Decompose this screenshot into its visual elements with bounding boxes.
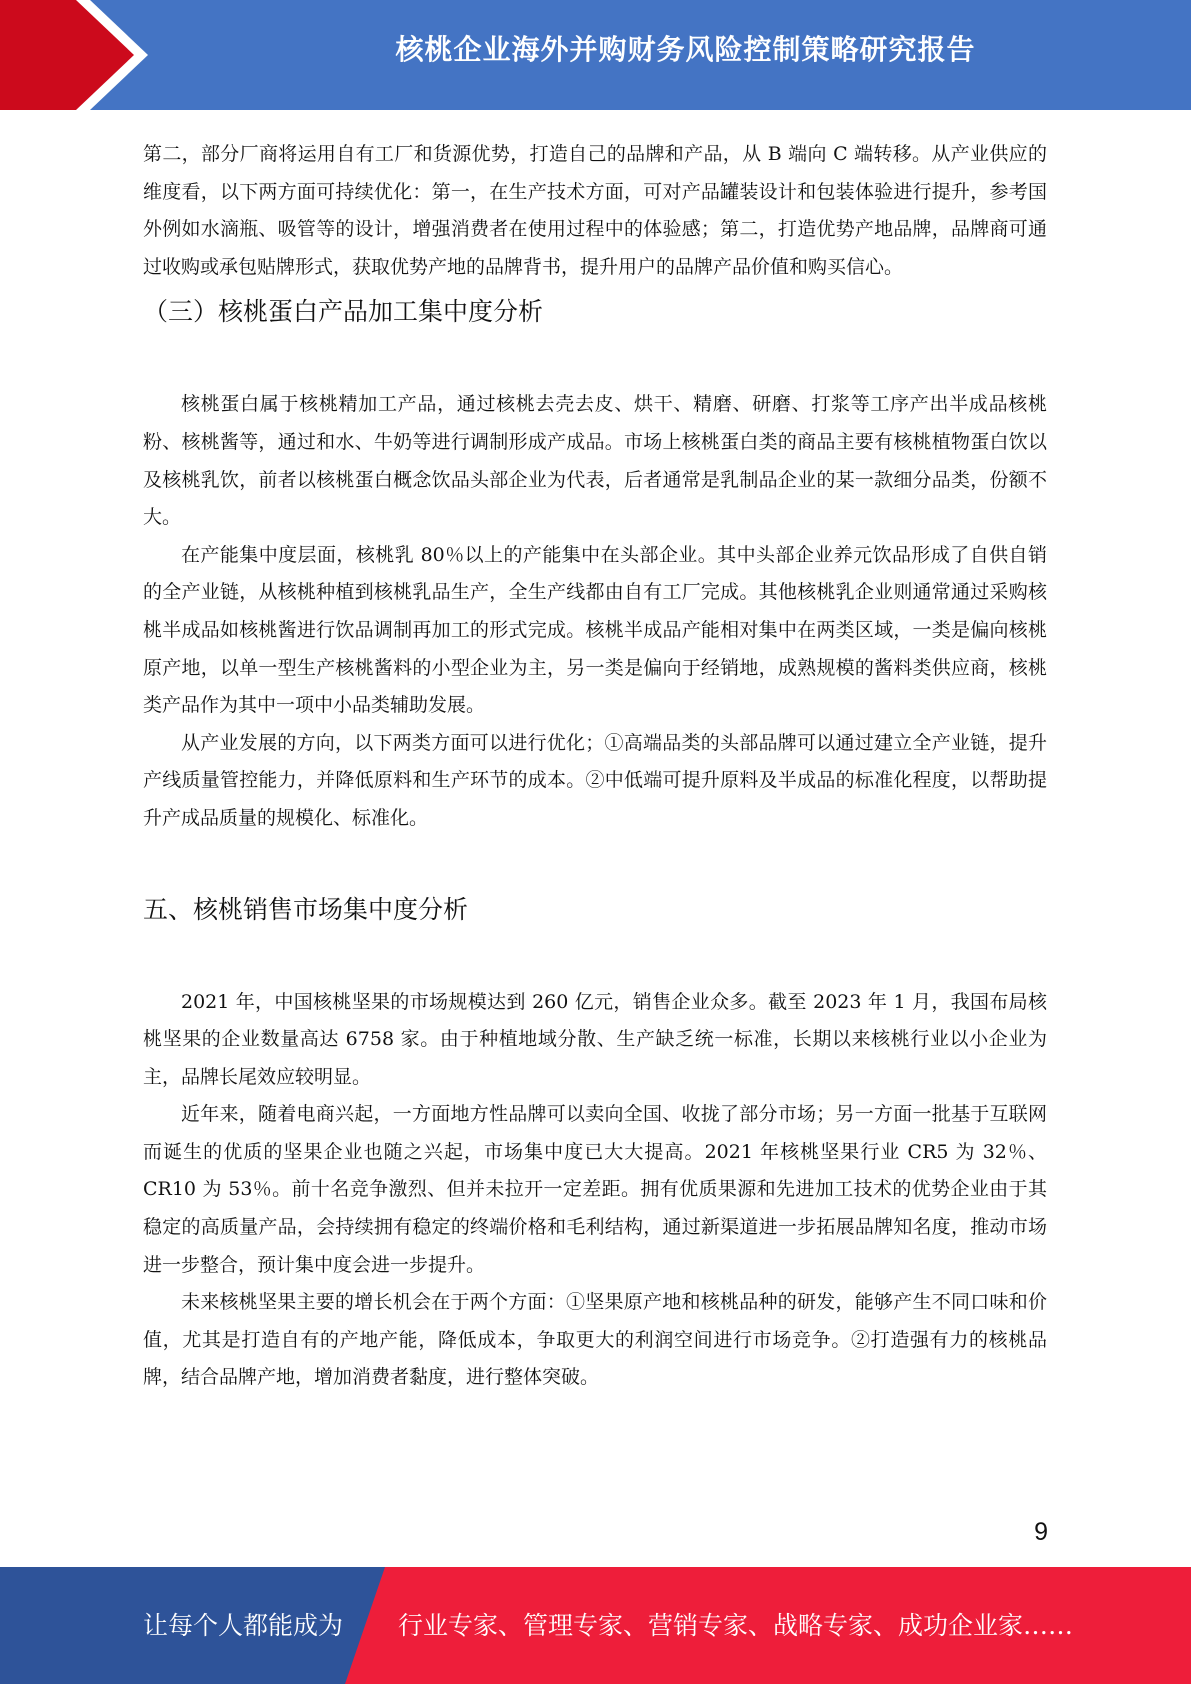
page-footer xyxy=(0,1567,1191,1684)
page-number: 9 xyxy=(1034,1518,1048,1546)
body-paragraph: 核桃蛋白属于核桃精加工产品，通过核桃去壳去皮、烘干、精磨、研磨、打浆等工序产出半成品核桃粉、核桃酱等，通过和水、牛奶等进行调制形成产成品。市场上核桃蛋白类的商品主要有核桃植物蛋白饮以及核桃乳饮，前者以核桃蛋白概念饮品头部企业为代表，后者通常是乳制品企业的某一款细分品类，份额不大。 xyxy=(143,393,1047,529)
footer-slogan-left: 让每个人都能成为 xyxy=(143,1611,344,1640)
header-arrow-decoration xyxy=(0,0,150,110)
report-title: 核桃企业海外并购财务风险控制策略研究报告 xyxy=(395,33,976,66)
section-heading: 五、核桃销售市场集中度分析 xyxy=(143,894,469,924)
page-header xyxy=(0,0,1191,110)
document-body xyxy=(143,136,1047,1397)
body-paragraph: 未来核桃坚果主要的增长机会在于两个方面：①坚果原产地和核桃品种的研发，能够产生不同口味和价值，尤其是打造自有的产地产能，降低成本，争取更大的利润空间进行市场竞争。②打造强有力的核桃品牌，结合品牌产地，增加消费者黏度，进行整体突破。 xyxy=(143,1291,1047,1389)
footer-slogan-right: 行业专家、管理专家、营销专家、战略专家、成功企业家…… xyxy=(398,1611,1074,1640)
body-paragraph: 近年来，随着电商兴起，一方面地方性品牌可以卖向全国、收拢了部分市场；另一方面一批基于互联网而诞生的优质的坚果企业也随之兴起，市场集中度已大大提高。2021 年核桃坚果行业 CR5 为 32％、CR10 为 53％。前十名竞争激烈、但并未拉开一定差距。拥有优质果源和先进加工技术的优势企业由于其稳定的高质量产品，会持续拥有稳定的终端价格和毛利结构，通过新渠道进一步拓展品牌知名度，推动市场进一步整合，预计集中度会进一步提升。 xyxy=(143,1103,1047,1276)
intro-paragraph: 第二，部分厂商将运用自有工厂和货源优势，打造自己的品牌和产品，从 B 端向 C 端转移。从产业供应的维度看，以下两方面可持续优化：第一，在生产技术方面，可对产品罐装设计和包装体验进行提升，参考国外例如水滴瓶、吸管等的设计，增强消费者在使用过程中的体验感；第二，打造优势产地品牌，品牌商可通过收购或承包贴牌形式，获取优势产地的品牌背书，提升用户的品牌产品价值和购买信心。 xyxy=(143,143,1047,278)
body-paragraph: 在产能集中度层面，核桃乳 80％以上的产能集中在头部企业。其中头部企业养元饮品形成了自供自销的全产业链，从核桃种植到核桃乳品生产，全生产线都由自有工厂完成。其他核桃乳企业则通常通过采购核桃半成品如核桃酱进行饮品调制再加工的形式完成。核桃半成品产能相对集中在两类区域，一类是偏向核桃原产地，以单一型生产核桃酱料的小型企业为主，另一类是偏向于经销地，成熟规模的酱料类供应商，核桃类产品作为其中一项中小品类辅助发展。 xyxy=(143,543,1047,717)
body-paragraph: 2021 年，中国核桃坚果的市场规模达到 260 亿元，销售企业众多。截至 2023 年 1 月，我国布局核桃坚果的企业数量高达 6758 家。由于种植地域分散、生产缺乏统一标准，长期以来核桃行业以小企业为主，品牌长尾效应较明显。 xyxy=(143,990,1047,1088)
body-paragraph: 从产业发展的方向，以下两类方面可以进行优化；①高端品类的头部品牌可以通过建立全产业链，提升产线质量管控能力，并降低原料和生产环节的成本。②中低端可提升原料及半成品的标准化程度，以帮助提升产成品质量的规模化、标准化。 xyxy=(143,731,1047,829)
subsection-heading: （三）核桃蛋白产品加工集中度分析 xyxy=(143,297,544,327)
